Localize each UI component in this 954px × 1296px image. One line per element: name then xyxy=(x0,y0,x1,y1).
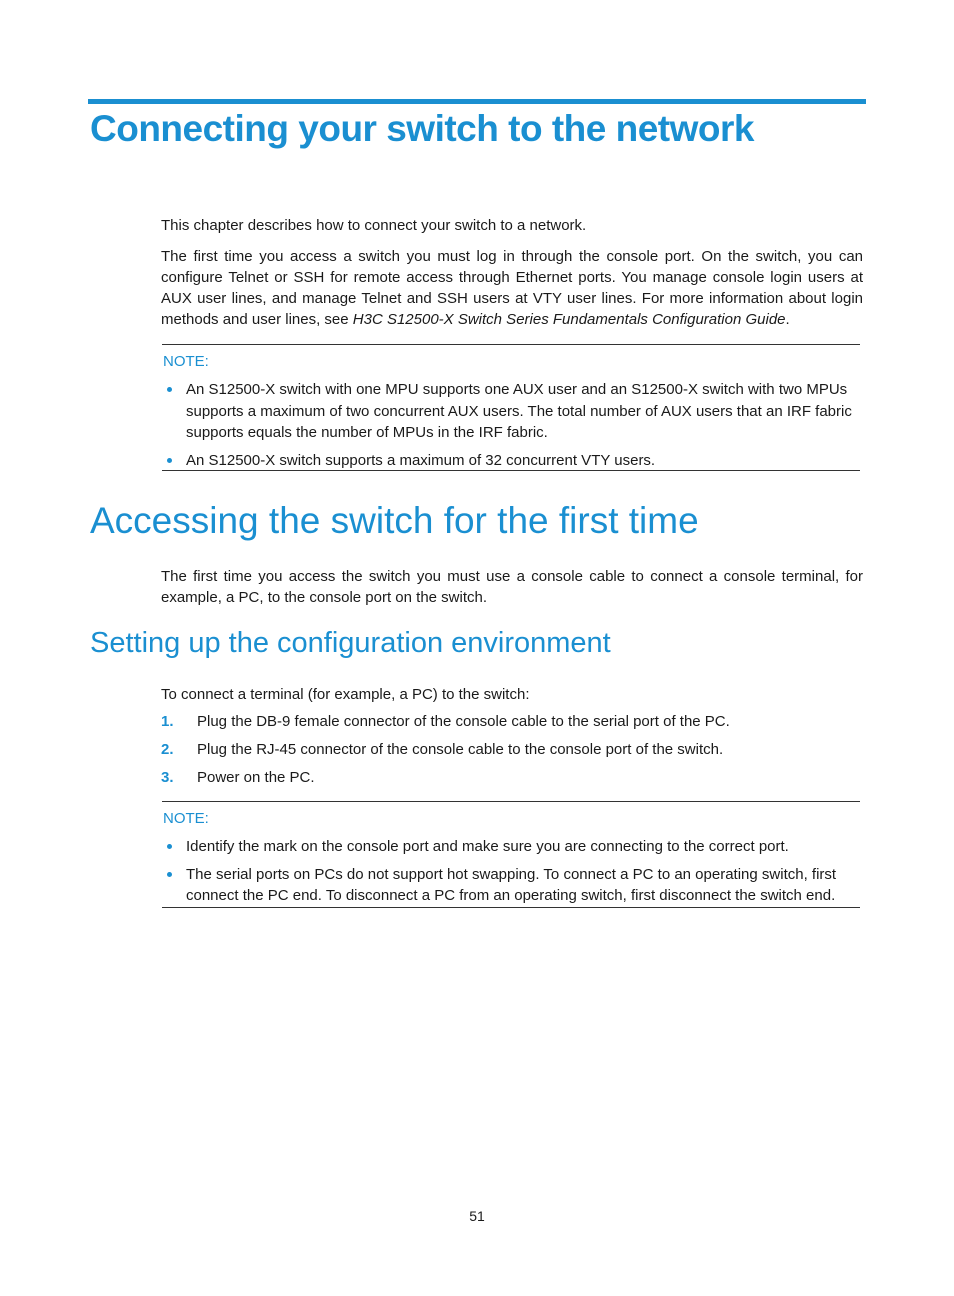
login-overview-paragraph xyxy=(161,246,863,330)
note-label: NOTE: xyxy=(163,810,209,827)
step-text: Power on the PC. xyxy=(197,769,315,786)
step-number: 1. xyxy=(161,713,174,730)
intro-paragraph: This chapter describes how to connect your switch to a network. xyxy=(161,217,587,234)
note-box-console xyxy=(162,801,860,908)
step-text: Plug the DB-9 female connector of the console cable to the serial port of the PC. xyxy=(197,713,730,730)
note-box-users xyxy=(162,344,860,471)
list-item xyxy=(162,450,852,472)
steps-list xyxy=(161,711,861,795)
login-overview-text: The first time you access a switch you must log in through the console port. On the switch, you can configure Telnet or SSH for remote access through Ethernet ports. You manage console login users at AUX user lines, and manage Telnet and SSH users at VTY user lines. For more information about login methods and user lines, see xyxy=(161,248,863,328)
first-access-paragraph: The first time you access the switch you must use a console cable to connect a console terminal, for example, a PC, to the console port on the switch. xyxy=(161,568,863,606)
bullet-icon xyxy=(167,458,172,463)
guide-reference: H3C S12500-X Switch Series Fundamentals Configuration Guide xyxy=(352,311,786,328)
chapter-top-rule xyxy=(88,99,866,104)
note-item-text: An S12500-X switch supports a maximum of 32 concurrent VTY users. xyxy=(186,451,656,469)
step-number: 2. xyxy=(161,741,174,758)
step-number: 3. xyxy=(161,769,174,786)
list-item xyxy=(162,836,852,858)
step-text: Plug the RJ-45 connector of the console cable to the console port of the switch. xyxy=(197,741,724,758)
section-heading-config-env: Setting up the configuration environment xyxy=(90,627,611,659)
note-item-text: The serial ports on PCs do not support hot swapping. To connect a PC to an operating switch, first connect the PC end. To disconnect a PC from an operating switch, first disconnect the switch end. xyxy=(186,865,837,904)
bullet-icon xyxy=(167,872,172,877)
section-heading-first-access: Accessing the switch for the first time xyxy=(90,500,699,541)
list-item xyxy=(162,379,852,444)
chapter-title: Connecting your switch to the network xyxy=(90,108,754,149)
login-overview-end: . xyxy=(785,311,790,328)
list-item xyxy=(162,864,852,907)
note-label: NOTE: xyxy=(163,353,209,370)
note-item-text: Identify the mark on the console port and make sure you are connecting to the correct port. xyxy=(186,838,789,855)
list-item xyxy=(161,739,861,767)
list-item xyxy=(161,767,861,795)
page-number: 51 xyxy=(469,1208,485,1224)
note-item-text: An S12500-X switch with one MPU supports one AUX user and an S12500-X switch with two MPUs supports a maximum of two concurrent AUX users. The total number of AUX users that an IRF fabric supports equals the number of MPUs in the IRF fabric. xyxy=(186,381,852,441)
note-list xyxy=(162,379,852,477)
bullet-icon xyxy=(167,387,172,392)
bullet-icon xyxy=(167,844,172,849)
config-env-lead: To connect a terminal (for example, a PC) to the switch: xyxy=(161,686,530,703)
note-list xyxy=(162,836,852,913)
list-item xyxy=(161,711,861,739)
